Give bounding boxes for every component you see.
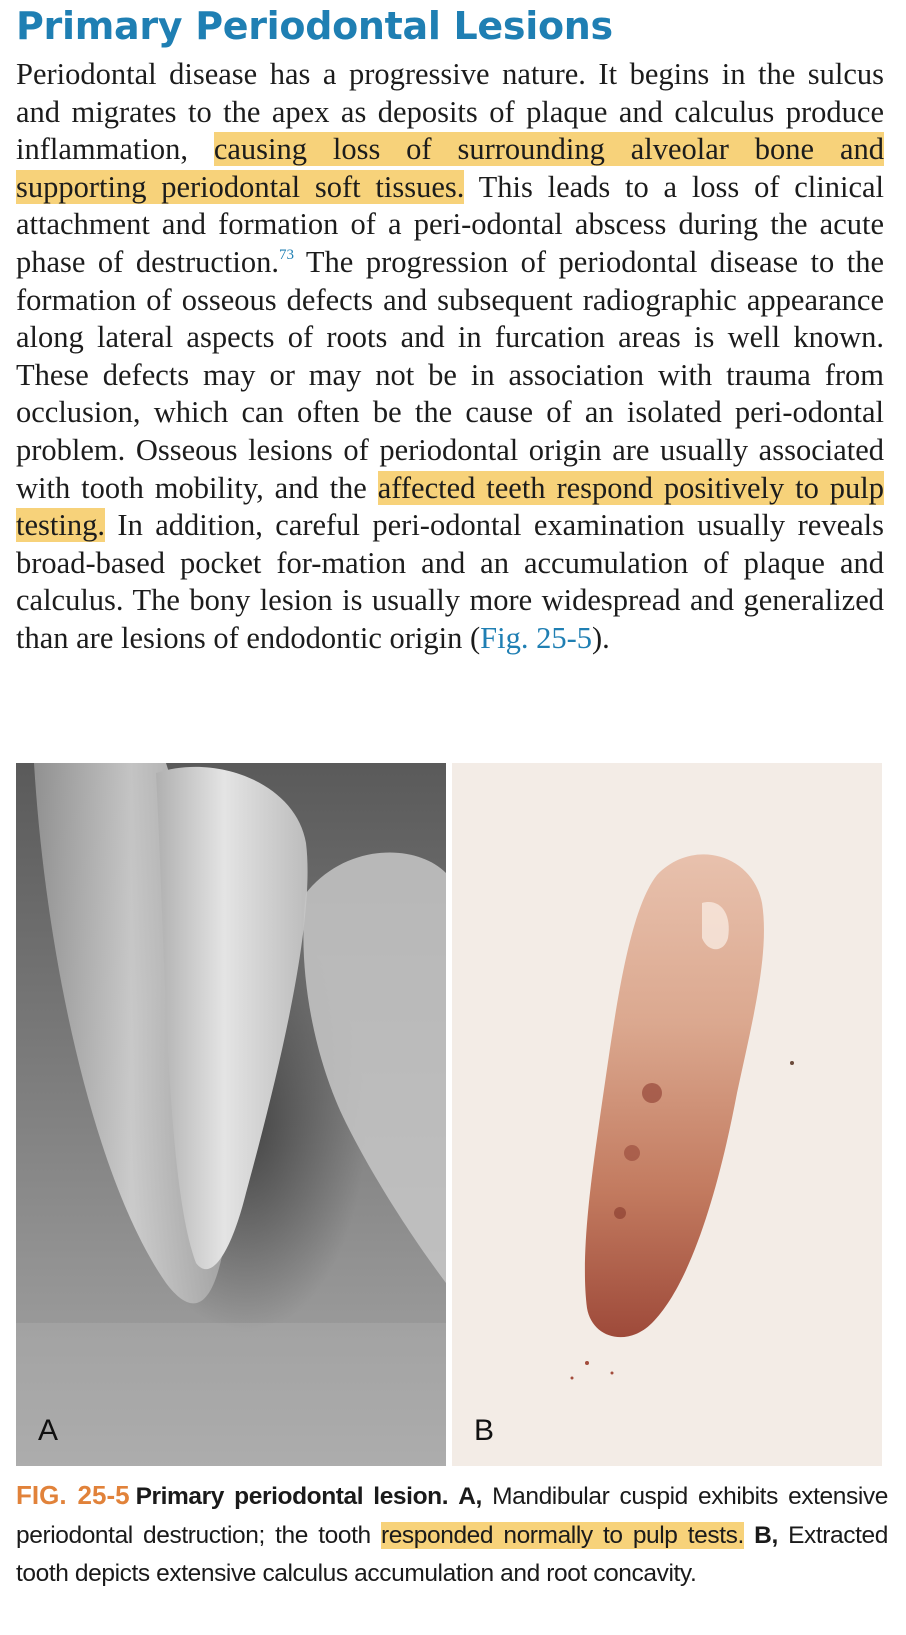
panel-label-a: A	[38, 1414, 59, 1447]
photo-panel	[452, 763, 882, 1466]
page-title: Primary Periodontal Lesions	[16, 4, 613, 48]
figure-link[interactable]: Fig. 25-5	[480, 620, 593, 655]
paragraph-text: This leads to a loss of clinical attachment and formation of a peri-odontal abscess during the acute phase of destruction.	[16, 169, 884, 279]
caption-title: Primary periodontal lesion.	[135, 1483, 449, 1510]
caption-marker-b: B,	[754, 1521, 778, 1549]
xray-panel	[16, 763, 446, 1466]
caption-text-a: Mandibular cuspid exhibits extensive periodontal destruction; the tooth	[16, 1483, 888, 1549]
paragraph-text: The progression of periodontal disease to the formation of osseous defects and subsequent radiographic appearance along lateral aspects of roots and in furcation areas is well known. These defects may or may not be in association with trauma from occlusion, which can often be the cause of an isolated peri-odontal problem. Osseous lesions of periodontal origin are usually associated with tooth mobility, and the	[16, 244, 884, 505]
panel-label-b: B	[474, 1414, 495, 1447]
body-paragraph	[16, 56, 884, 658]
paragraph-text: ).	[592, 620, 610, 655]
reference-superscript[interactable]: 73	[278, 246, 294, 263]
highlight-pulp-testing[interactable]: affected teeth respond positively to pulp testing.	[16, 470, 884, 543]
figure-number: FIG. 25-5	[16, 1480, 130, 1510]
figure-caption	[16, 1476, 888, 1594]
extracted-tooth-image	[452, 763, 882, 1466]
highlight-pulp-tests[interactable]: responded normally to pulp tests.	[380, 1521, 744, 1549]
paragraph-text: Periodontal disease has a progressive nature. It begins in the sulcus and migrates to the apex as deposits of plaque and calculus produce inflammation,	[16, 57, 884, 167]
paragraph-text: In addition, careful peri-odontal examination usually reveals broad-based pocket for-mation and an accumulation of plaque and calculus. The bony lesion is usually more widespread and generalized than are lesions of endodontic origin (	[16, 508, 884, 655]
radiograph-image	[16, 763, 446, 1466]
caption-marker-a: A,	[458, 1483, 482, 1510]
highlight-bone-loss[interactable]: causing loss of surrounding alveolar bone and supporting periodontal soft tissues.	[16, 132, 884, 204]
caption-text-b: Extracted tooth depicts extensive calculus accumulation and root concavity.	[16, 1521, 888, 1587]
